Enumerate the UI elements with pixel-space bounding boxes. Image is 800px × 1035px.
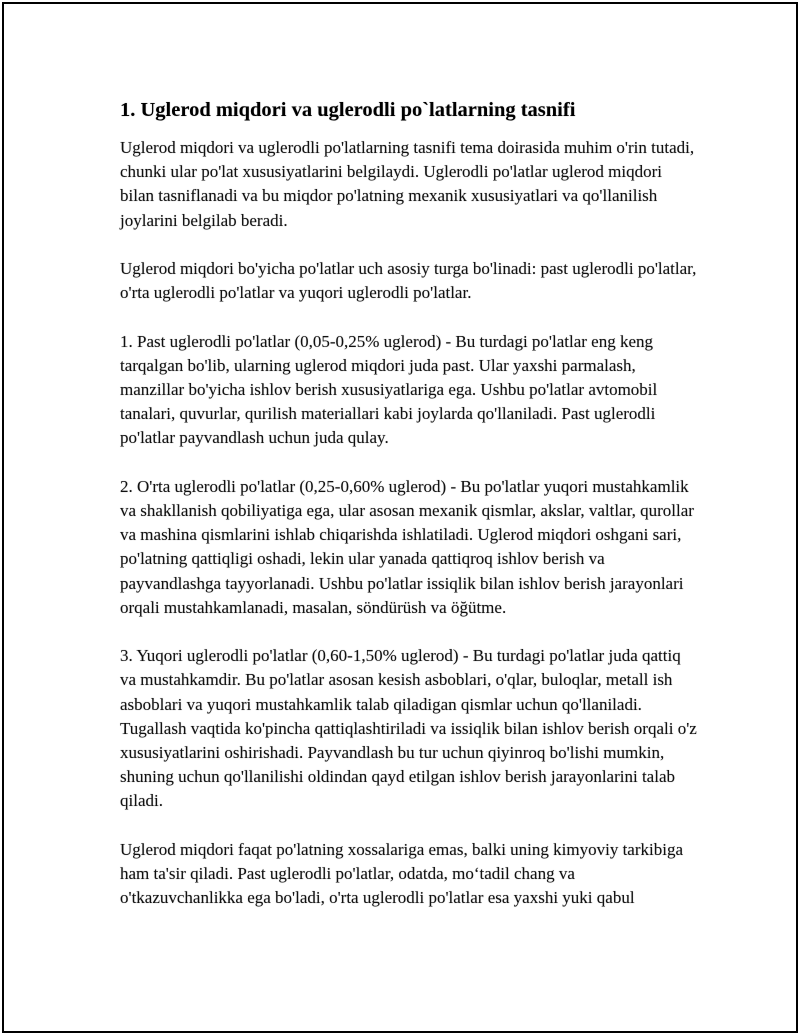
document-title: 1. Uglerod miqdori va uglerodli po`latlarning tasnifi: [120, 99, 576, 121]
document-page: [2, 2, 798, 1033]
paragraph-intro: Uglerod miqdori va uglerodli po'latlarning tasnifi tema doirasida muhim o'rin tutadi, chunki ular po'lat xususiyatlarini belgilaydi. Uglerodli po'latlar uglerod miqdori bilan tasniflanadi va bu miqdor po'latning mexanik xususiyatlari va qo'llanilish joylarini belgilab beradi.: [120, 138, 695, 230]
paragraph-chemical-effect: Uglerod miqdori faqat po'latning xossalariga emas, balki uning kimyoviy tarkibiga ham ta'sir qiladi. Past uglerodli po'latlar, odatda, mo‘tadil chang va o'tkazuvchanlikka ega bo'ladi, o'rta uglerodli po'latlar esa yaxshi yuki qabul: [120, 839, 684, 908]
document-body: [120, 96, 700, 935]
paragraph-types-overview: Uglerod miqdori bo'yicha po'latlar uch asosiy turga bo'linadi: past uglerodli po'latlar, o'rta uglerodli po'latlar va yuqori uglerodli po'latlar.: [120, 259, 697, 303]
paragraph-high-carbon: 3. Yuqori uglerodli po'latlar (0,60-1,50% uglerod) - Bu turdagi po'latlar juda qattiq va mustahkamdir. Bu po'latlar asosan kesish asboblari, o'qlar, buloqlar, metall ish asboblari va yuqori mustahkamlik talab qiladigan qismlar uchun qo'llaniladi. Tugallash vaqtida ko'pincha qattiqlashtiriladi va issiqlik bilan ishlov berish orqali o'z xususiyatlarini oshirishadi. Payvandlash bu tur uchun qiyinroq bo'lishi mumkin, shuning uchun qo'llanilishi oldindan qayd etilgan ishlov berish jarayonlarini talab qiladi.: [120, 646, 697, 811]
paragraph-low-carbon: 1. Past uglerodli po'latlar (0,05-0,25% uglerod) - Bu turdagi po'latlar eng keng tarqalgan bo'lib, ularning uglerod miqdori juda past. Ular yaxshi parmalash, manzillar bo'yicha ishlov berish xususiyatlariga ega. Ushbu po'latlar avtomobil tanalari, quvurlar, qurilish materiallari kabi joylarda qo'llaniladi. Past uglerodli po'latlar payvandlash uchun juda qulay.: [120, 331, 658, 448]
paragraph-medium-carbon: 2. O'rta uglerodli po'latlar (0,25-0,60% uglerod) - Bu po'latlar yuqori mustahkamlik va shakllanish qobiliyatiga ega, ular asosan mexanik qismlar, akslar, valtlar, qurollar va mashina qismlarini ishlab chiqarishda ishlatiladi. Uglerod miqdori oshgani sari, po'latning qattiqligi oshadi, lekin ular yanada qattiqroq ishlov berish va payvandlashga tayyorlanadi. Ushbu po'latlar issiqlik bilan ishlov berish jarayonlari orqali mustahkamlanadi, masalan, söndürüsh va öğütme.: [120, 476, 694, 617]
